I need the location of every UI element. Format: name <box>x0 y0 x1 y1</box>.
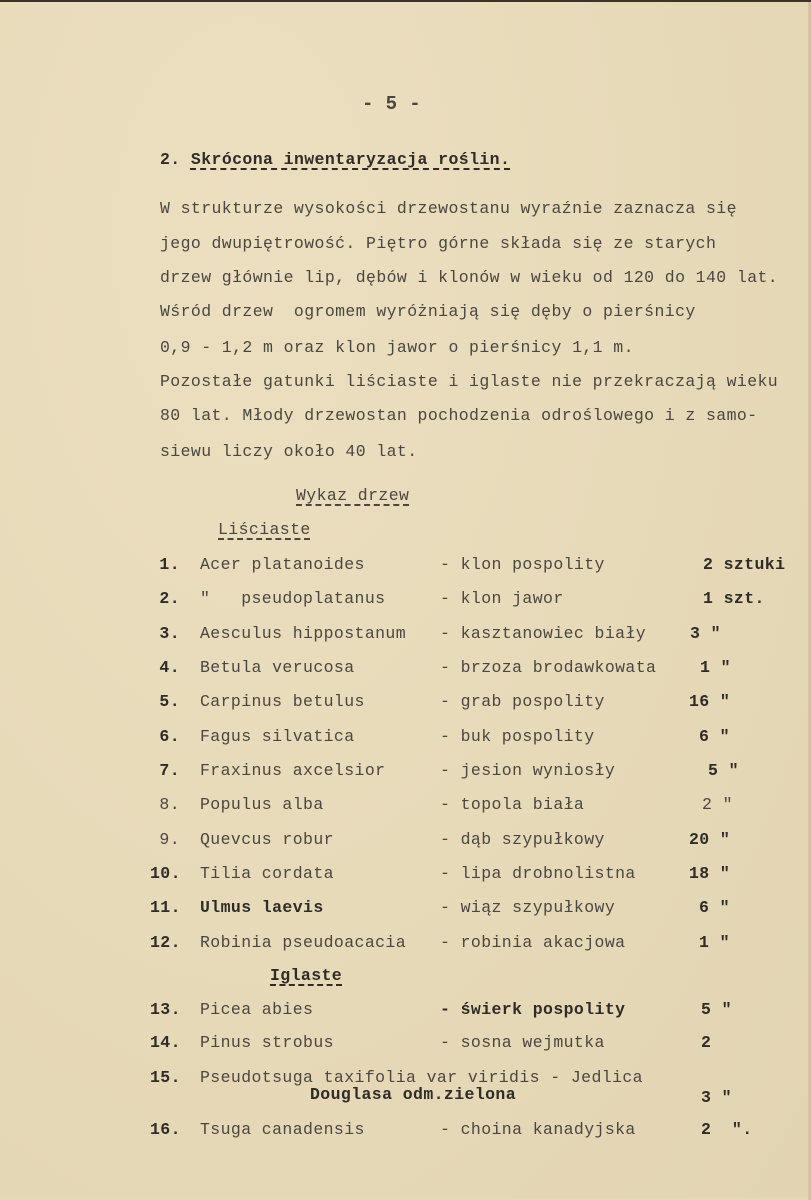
count: 1 " <box>699 933 730 952</box>
latin-name-continued: Douglasa odm.zielona <box>310 1085 517 1104</box>
row-number: 2. <box>159 589 180 608</box>
paragraph-line: drzew głównie lip, dębów i klonów w wieku od 120 do 140 lat. <box>160 268 779 287</box>
count: 3 " <box>690 624 721 643</box>
row-number: 4. <box>159 658 180 677</box>
latin-name: Populus alba <box>200 795 324 814</box>
count: 1 " <box>700 658 731 677</box>
section-heading <box>160 150 510 170</box>
polish-name: - dąb szypułkowy <box>440 830 605 849</box>
row-number: 16. <box>150 1120 181 1139</box>
polish-name: - choina kanadyjska <box>440 1120 636 1139</box>
polish-name: - świerk pospolity <box>440 1000 626 1019</box>
polish-name: - topola biała <box>440 795 585 814</box>
count: 16 " <box>689 692 731 711</box>
latin-name: Pseudotsuga taxifolia var viridis - Jedlica <box>200 1068 643 1087</box>
latin-name: Pinus strobus <box>200 1033 334 1052</box>
polish-name: - kasztanowiec biały <box>440 624 647 643</box>
count: 5 " <box>708 761 739 780</box>
row-number: 14. <box>150 1033 181 1052</box>
row-number: 5. <box>159 692 180 711</box>
section-number: 2. <box>160 150 181 169</box>
polish-name: - grab pospolity <box>440 692 605 711</box>
group-heading: Liściaste <box>218 520 311 539</box>
count: 18 " <box>689 864 731 883</box>
polish-name: - buk pospolity <box>440 727 595 746</box>
count: 6 " <box>699 727 730 746</box>
count: 2 sztuki <box>703 555 786 574</box>
row-number: 15. <box>150 1068 181 1087</box>
paragraph-line: jego dwupiętrowość. Piętro górne składa się ze starych <box>160 234 717 253</box>
section-title: Skrócona inwentaryzacja roślin. <box>190 150 511 169</box>
row-number: 12. <box>150 933 181 952</box>
count: 5 " <box>701 1000 732 1019</box>
latin-name: Acer platanoides <box>200 555 365 574</box>
latin-name: Robinia pseudoacacia <box>200 933 407 952</box>
page-number: - 5 - <box>362 93 422 115</box>
polish-name: - jesion wyniosły <box>440 761 616 780</box>
latin-name: Fagus silvatica <box>200 727 355 746</box>
latin-name: Aesculus hippostanum <box>200 624 407 643</box>
latin-name: Betula verucosa <box>200 658 355 677</box>
paragraph-line: siewu liczy około 40 lat. <box>160 442 418 461</box>
row-number: 7. <box>159 761 180 780</box>
latin-name: Picea abies <box>200 1000 314 1019</box>
count: 1 szt. <box>703 589 765 608</box>
list-title: Wykaz drzew <box>296 486 410 505</box>
group-heading: Iglaste <box>270 966 343 985</box>
count: 20 " <box>689 830 731 849</box>
latin-name: Fraxinus axcelsior <box>200 761 386 780</box>
row-number: 3. <box>159 624 180 643</box>
row-number: 10. <box>150 864 181 883</box>
row-number: 6. <box>159 727 180 746</box>
polish-name: - brzoza brodawkowata <box>440 658 657 677</box>
count: 3 " <box>701 1088 732 1107</box>
row-number: 13. <box>150 1000 181 1019</box>
polish-name: - robinia akacjowa <box>440 933 626 952</box>
polish-name: - sosna wejmutka <box>440 1033 605 1052</box>
paragraph-line: Pozostałe gatunki liściaste i iglaste nie przekraczają wieku <box>160 372 779 391</box>
count: 6 " <box>699 898 730 917</box>
count: 2 <box>701 1033 712 1052</box>
polish-name: - klon jawor <box>440 589 564 608</box>
row-number: 9. <box>159 830 180 849</box>
count: 2 " <box>702 795 733 814</box>
row-number: 1. <box>159 555 180 574</box>
latin-name: Tsuga canadensis <box>200 1120 365 1139</box>
latin-name: Tilia cordata <box>200 864 334 883</box>
paragraph-line: 0,9 - 1,2 m oraz klon jawor o pierśnicy 1,1 m. <box>160 338 634 357</box>
latin-name: Carpinus betulus <box>200 692 365 711</box>
latin-name: Quevcus robur <box>200 830 334 849</box>
latin-name: Ulmus laevis <box>200 898 324 917</box>
polish-name: - klon pospolity <box>440 555 605 574</box>
polish-name: - wiąz szypułkowy <box>440 898 616 917</box>
paragraph-line: Wśród drzew ogromem wyróżniają się dęby o pierśnicy <box>160 302 696 321</box>
count: 2 ". <box>701 1120 753 1139</box>
row-number: 11. <box>150 898 181 917</box>
paragraph-line: 80 lat. Młody drzewostan pochodzenia odroślowego i z samo- <box>160 406 758 425</box>
paragraph-line: W strukturze wysokości drzewostanu wyraźnie zaznacza się <box>160 199 737 218</box>
latin-name: " pseudoplatanus <box>200 589 386 608</box>
polish-name: - lipa drobnolistna <box>440 864 636 883</box>
row-number: 8. <box>159 795 180 814</box>
